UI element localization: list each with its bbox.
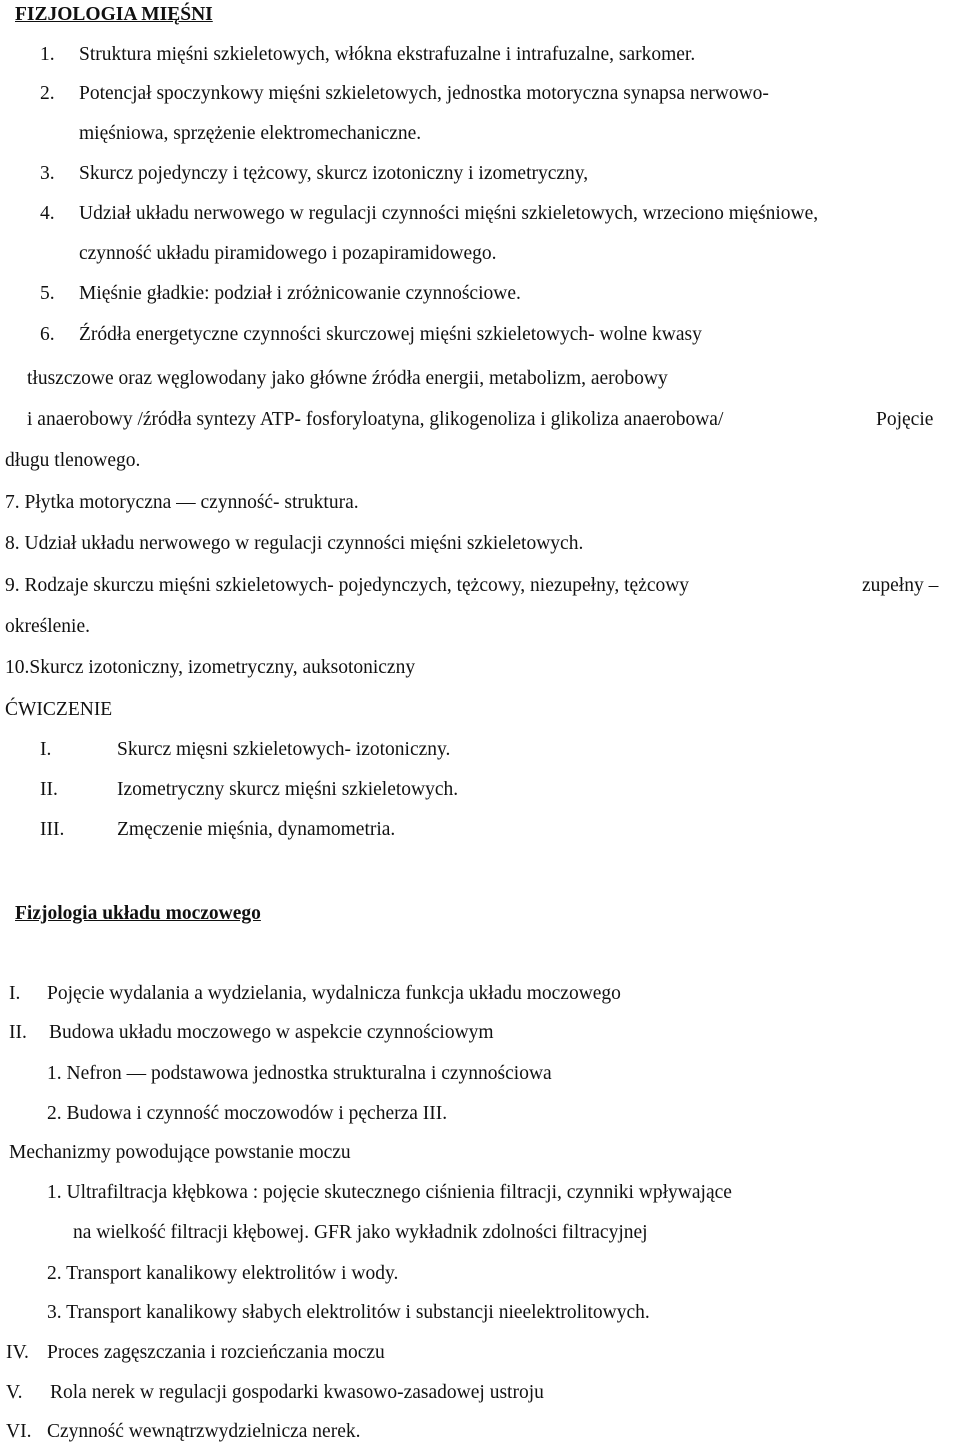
list-item: Udział układu nerwowego w regulacji czynności mięśni szkieletowych, wrzeciono mięśniowe, xyxy=(79,203,819,224)
list-item: 9. Rodzaje skurczu mięśni szkieletowych- pojedynczych, tężcowy, niezupełny, tężcowy xyxy=(5,575,690,596)
list-item-continuation: i anaerobowy /źródła syntezy ATP- fosforyloatyna, glikogenoliza i glikoliza anaerobowa/ xyxy=(27,409,724,430)
section-title-urinary-physiology: Fizjologia układu moczowego xyxy=(15,903,261,924)
list-item: Mięśnie gładkie: podział i zróżnicowanie czynnościowe. xyxy=(79,283,521,304)
list-item-continuation: określenie. xyxy=(5,616,91,637)
list-number: 1. xyxy=(40,44,55,65)
list-item-continuation: tłuszczowe oraz węglowodany jako główne źródła energii, metabolizm, aerobowy xyxy=(27,368,668,389)
list-item: Pojęcie wydalania a wydzielania, wydalnicza funkcja układu moczowego xyxy=(47,983,621,1004)
list-item: Rola nerek w regulacji gospodarki kwasowo-zasadowej ustroju xyxy=(50,1382,544,1403)
list-item: Skurcz pojedynczy i tężcowy, skurcz izotoniczny i izometryczny, xyxy=(79,163,589,184)
list-number: 3. xyxy=(40,163,55,184)
list-item: 2. Transport kanalikowy elektrolitów i wody. xyxy=(47,1263,399,1284)
list-number: 4. xyxy=(40,203,55,224)
list-number: II. xyxy=(40,779,58,800)
list-item: 1. Nefron — podstawowa jednostka strukturalna i czynnościowa xyxy=(47,1063,552,1084)
list-number: II. xyxy=(9,1022,27,1043)
list-item-continuation: długu tlenowego. xyxy=(5,450,141,471)
list-item: Proces zagęszczania i rozcieńczania moczu xyxy=(47,1342,385,1363)
list-number: 2. xyxy=(40,83,55,104)
list-item: zupełny – xyxy=(862,575,939,596)
list-number: VI. xyxy=(6,1421,32,1442)
section-title-muscle-physiology: FIZJOLOGIA MIĘŚNI xyxy=(15,4,213,25)
list-number: IV. xyxy=(6,1342,29,1363)
exercise-item: Skurcz mięsni szkieletowych- izotoniczny. xyxy=(117,739,451,760)
list-number: III. xyxy=(40,819,65,840)
exercise-heading: ĆWICZENIE xyxy=(5,699,113,720)
list-number: I. xyxy=(40,739,52,760)
list-number: 5. xyxy=(40,283,55,304)
exercise-item: Zmęczenie mięśnia, dynamometria. xyxy=(117,819,396,840)
list-item: 3. Transport kanalikowy słabych elektrolitów i substancji nieelektrolitowych. xyxy=(47,1302,650,1323)
list-item: Potencjał spoczynkowy mięśni szkieletowych, jednostka motoryczna synapsa nerwowo- xyxy=(79,83,769,104)
list-item-continuation: czynność układu piramidowego i pozapiramidowego. xyxy=(79,243,497,264)
list-number: V. xyxy=(6,1382,23,1403)
list-item: Źródła energetyczne czynności skurczowej mięśni szkieletowych- wolne kwasy xyxy=(79,324,702,345)
list-item: 10.Skurcz izotoniczny, izometryczny, auksotoniczny xyxy=(5,657,416,678)
list-item: Struktura mięśni szkieletowych, włókna ekstrafuzalne i intrafuzalne, sarkomer. xyxy=(79,44,696,65)
list-item: Budowa układu moczowego w aspekcie czynnościowym xyxy=(49,1022,494,1043)
list-item: 7. Płytka motoryczna — czynność- struktura. xyxy=(5,492,359,513)
list-item: Mechanizmy powodujące powstanie moczu xyxy=(9,1142,351,1163)
list-item-continuation: na wielkość filtracji kłębowej. GFR jako wykładnik zdolności filtracyjnej xyxy=(73,1222,648,1243)
exercise-item: Izometryczny skurcz mięśni szkieletowych. xyxy=(117,779,459,800)
list-item: 1. Ultrafiltracja kłębkowa : pojęcie skutecznego ciśnienia filtracji, czynniki wpływające xyxy=(47,1182,732,1203)
list-item: Czynność wewnątrzwydzielnicza nerek. xyxy=(47,1421,361,1442)
list-item-continuation: mięśniowa, sprzężenie elektromechaniczne. xyxy=(79,123,422,144)
list-number: I. xyxy=(9,983,21,1004)
list-item: 8. Udział układu nerwowego w regulacji czynności mięśni szkieletowych. xyxy=(5,533,584,554)
list-item-continuation: Pojęcie xyxy=(876,409,934,430)
list-number: 6. xyxy=(40,324,55,345)
list-item: 2. Budowa i czynność moczowodów i pęcherza III. xyxy=(47,1103,448,1124)
